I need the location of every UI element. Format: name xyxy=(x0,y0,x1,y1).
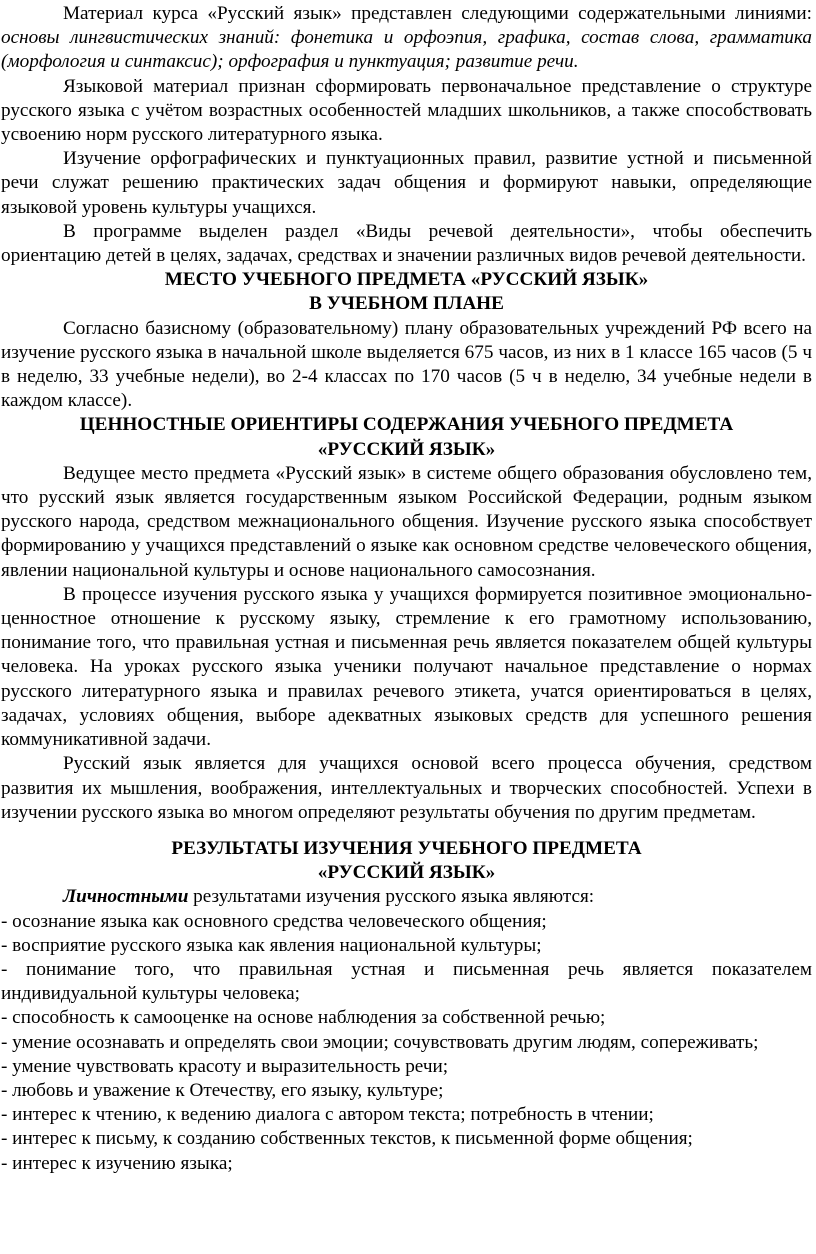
paragraph-study-hours: Согласно базисному (образовательному) плану образовательных учреждений РФ всего на изучение русского языка в начальной школе выделяется 675 часов, из них в 1 классе 165 часов (5 ч в неделю, 33 учебные недели), во 2-4 классах по 170 часов (5 ч в неделю, 34 учебные недели в каждом классе). xyxy=(1,317,812,412)
personal-results-term: Личностными xyxy=(63,886,189,908)
paragraph-learning-process: В процессе изучения русского языка у учащихся формируется позитивное эмоционально-ценностное отношение к русскому языку, стремление к его грамотному использованию, понимание того, что правильная устная и письменная речь является показателем общей культуры человека. На уроках русского языка ученики получают начальное представление о нормах русского литературного языка и правилах речевого этикета, учатся ориентироваться в целях, задачах, условиях общения, выборе адекватных языковых средств для успешного решения коммуникативной задачи. xyxy=(1,583,812,751)
list-item: - умение осознавать и определять свои эмоции; сочувствовать другим людям, сопереживать; xyxy=(1,1031,759,1053)
content-lines-list: основы лингвистических знаний: фонетика и орфоэпия, графика, состав слова, грамматика (морфология и синтаксис); орфография и пунктуация; развитие речи. xyxy=(1,27,812,73)
list-item: - интерес к чтению, к ведению диалога с автором текста; потребность в чтении; xyxy=(1,1104,654,1126)
paragraph-content-lines xyxy=(1,2,812,75)
heading-value-orientations xyxy=(1,413,812,461)
heading-learning-results-line2: «РУССКИЙ ЯЗЫК» xyxy=(317,862,496,884)
paragraph-foundation: Русский язык является для учащихся основой всего процесса обучения, средством развития их мышления, воображения, интеллектуальных и творческих способностей. Успехи в изучении русского языка во многом определяют результаты обучения по другим предметам. xyxy=(1,753,812,823)
heading-subject-place-line1: МЕСТО УЧЕБНОГО ПРЕДМЕТА «РУССКИЙ ЯЗЫК» xyxy=(164,269,649,291)
paragraph-lead: Материал курса «Русский язык» представлен следующими содержательными линиями: xyxy=(63,3,812,24)
heading-value-orientations-line1: ЦЕННОСТНЫЕ ОРИЕНТИРЫ СОДЕРЖАНИЯ УЧЕБНОГО ПРЕДМЕТА xyxy=(79,414,734,436)
list-item: - умение чувствовать красоту и выразительность речи; xyxy=(1,1055,449,1077)
heading-subject-place xyxy=(1,268,812,316)
list-item: - осознание языка как основного средства человеческого общения; xyxy=(1,910,547,932)
personal-results-intro: результатами изучения русского языка являются: xyxy=(188,886,595,908)
list-item: - понимание того, что правильная устная и письменная речь является показателем индивидуальной культуры человека; xyxy=(1,958,812,1005)
paragraph-language-material: Языковой материал признан сформировать первоначальное представление о структуре русского языка с учётом возрастных особенностей младших школьников, а также способствовать усвоению норм русского литературного языка. xyxy=(1,75,812,146)
list-item: - любовь и уважение к Отечеству, его языку, культуре; xyxy=(1,1079,444,1101)
paragraph-speech-activity: В программе выделен раздел «Виды речевой деятельности», чтобы обеспечить ориентацию детей в целях, задачах, средствах и значении различных видов речевой деятельности. xyxy=(1,220,812,267)
list-item: - интерес к письму, к созданию собственных текстов, к письменной форме общения; xyxy=(1,1128,693,1150)
paragraph-leading-place: Ведущее место предмета «Русский язык» в системе общего образования обусловлено тем, что русский язык является государственным языком Российской Федерации, родным языком русского народа, средством межнационального общения. Изучение русского языка способствует формированию у учащихся представлений о языке как основном средстве человеческого общения, явлении национальной культуры и основе национального самосознания. xyxy=(1,462,812,581)
list-item: - способность к самооценке на основе наблюдения за собственной речью; xyxy=(1,1007,606,1029)
heading-learning-results-line1: РЕЗУЛЬТАТЫ ИЗУЧЕНИЯ УЧЕБНОГО ПРЕДМЕТА xyxy=(171,837,642,859)
list-item: - интерес к изучению языка; xyxy=(1,1152,233,1174)
list-item: - восприятие русского языка как явления национальной культуры; xyxy=(1,934,542,956)
heading-subject-place-line2: В УЧЕБНОМ ПЛАНЕ xyxy=(309,293,504,315)
personal-results-list xyxy=(1,910,812,1176)
heading-learning-results xyxy=(1,837,812,885)
paragraph-spelling-rules: Изучение орфографических и пунктуационных правил, развитие устной и письменной речи служат решению практических задач общения и формируют навыки, определяющие языковой уровень культуры учащихся. xyxy=(1,148,812,218)
paragraph-personal-results xyxy=(1,885,812,909)
heading-value-orientations-line2: «РУССКИЙ ЯЗЫК» xyxy=(317,438,496,460)
